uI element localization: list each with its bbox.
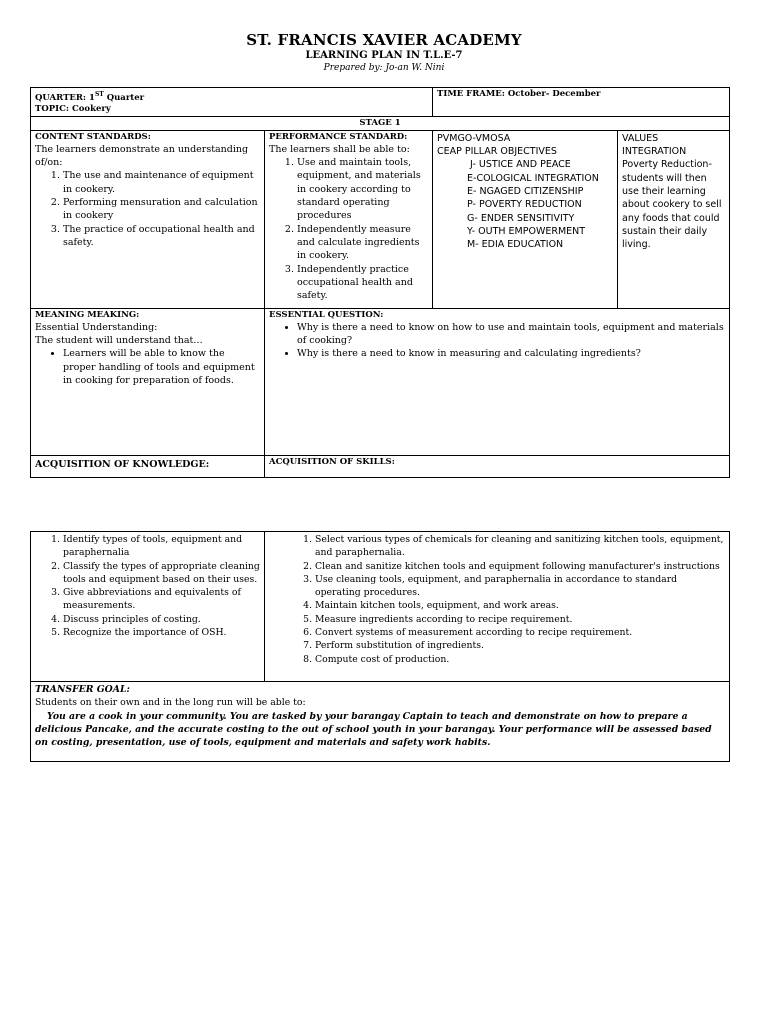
essential-question-list (269, 321, 725, 361)
list-item: 1. The use and maintenance of equipment in cookery. (63, 169, 260, 196)
performance-standard-cell (265, 130, 433, 308)
values-integration-cell (618, 130, 730, 308)
acquisition-skills-cell (265, 455, 730, 477)
list-item: 4. Discuss principles of costing. (63, 613, 260, 626)
learning-plan-table-continued (30, 531, 730, 762)
topic-label: TOPIC: Cookery (35, 103, 111, 114)
list-item: 8. Compute cost of production. (315, 653, 725, 666)
content-standards-cell (31, 130, 265, 308)
quarter-suffix: Quarter (103, 92, 145, 103)
list-item: • Learners will be able to know the proper handling of tools and equipment in cooking for preparation of foods. (63, 347, 260, 387)
plan-subtitle: LEARNING PLAN IN T.L.E-7 (305, 50, 463, 61)
knowledge-cell (31, 532, 265, 682)
list-item: • Why is there a need to know in measuring and calculating ingredients? (297, 347, 725, 360)
student-understand-label: The student will understand that… (35, 335, 203, 347)
list-item: 1. Select various types of chemicals for cleaning and sanitizing kitchen tools, equipment, and paraphernalia. (315, 533, 725, 560)
performance-standard-intro: The learners shall be able to: (269, 143, 410, 155)
list-item: 3. Give abbreviations and equivalents of measurements. (63, 586, 260, 613)
list-item: J- USTICE AND PEACE (470, 159, 571, 171)
list-item: • Why is there a need to know on how to use and maintain tools, equipment and materials of cooking? (297, 321, 725, 348)
quarter-label: QUARTER: 1 (35, 92, 95, 103)
transfer-goal-title: TRANSFER GOAL: (35, 684, 130, 695)
content-standards-title: CONTENT STANDARDS: (35, 131, 151, 142)
pvmgo-title: PVMGO-VMOSA (437, 132, 511, 144)
quarter-sup: ST (94, 91, 104, 98)
list-item: 1. Identify types of tools, equipment and paraphernalia (63, 533, 260, 560)
acquisition-skills-label: ACQUISITION OF SKILLS: (269, 456, 395, 467)
transfer-goal-body: You are a cook in your community. You are tasked by your barangay Captain to teach and demonstrate on how to prepare a delicious Pancake, and the accurate costing to the out of school youth in your barangay. Your performance will be assessed based on costing, presentation, use of tools, equipment and materials and safety work habits. (35, 710, 712, 749)
pvmgo-subtitle: CEAP PILLAR OBJECTIVES (437, 146, 557, 158)
list-item: 7. Perform substitution of ingredients. (315, 639, 725, 652)
learning-plan-table-stage1 (30, 87, 730, 478)
list-item: 2. Performing mensuration and calculation in cookery (63, 196, 260, 223)
time-frame-cell (433, 88, 730, 117)
acquisition-knowledge-cell (31, 455, 265, 477)
list-item: 2. Clean and sanitize kitchen tools and equipment following manufacturer's instructions (315, 560, 725, 573)
list-item: 2. Classify the types of appropriate cleaning tools and equipment based on their uses. (63, 560, 260, 587)
skills-list (269, 533, 725, 666)
list-item: 6. Convert systems of measurement according to recipe requirement. (315, 626, 725, 639)
list-item: 5. Recognize the importance of OSH. (63, 626, 260, 639)
acquisition-knowledge-label: ACQUISITION OF KNOWLEDGE: (35, 458, 210, 470)
list-item: 2. Independently measure and calculate ingredients in cookery. (297, 223, 428, 263)
values-body: Poverty Reduction- students will then use their learning about cookery to sell any foods that could sustain their daily living. (622, 159, 722, 251)
list-item: Y- OUTH EMPOWERMENT (467, 225, 586, 237)
list-item: P- POVERTY REDUCTION (467, 199, 582, 211)
list-item: 3. The practice of occupational health and safety. (63, 223, 260, 250)
list-item: M- EDIA EDUCATION (467, 239, 564, 251)
list-item: 3. Use cleaning tools, equipment, and paraphernalia in accordance to standard operating procedures. (315, 573, 725, 600)
skills-cell (265, 532, 730, 682)
list-item: 5. Measure ingredients according to recipe requirement. (315, 613, 725, 626)
knowledge-list (35, 533, 260, 639)
pvmgo-cell (433, 130, 618, 308)
pvmgo-list (437, 158, 613, 251)
meaning-making-cell (31, 308, 265, 455)
list-item: E-COLOGICAL INTEGRATION (467, 172, 599, 184)
performance-standard-title: PERFORMANCE STANDARD: (269, 131, 408, 142)
integration-title: INTEGRATION (622, 146, 687, 158)
prepared-by: Prepared by: Jo-an W. Nini (323, 63, 445, 73)
meaning-list (35, 347, 260, 387)
list-item: E- NGAGED CITIZENSHIP (467, 186, 584, 198)
list-item: 3. Independently practice occupational health and safety. (297, 263, 428, 303)
values-title: VALUES (622, 132, 659, 144)
transfer-goal-intro: Students on their own and in the long run will be able to: (35, 697, 306, 709)
performance-standard-list (269, 156, 428, 302)
meaning-making-title: MEANING MEAKING: (35, 309, 140, 320)
list-item: 1. Use and maintain tools, equipment, and materials in cookery according to standard operating procedures (297, 156, 428, 222)
time-frame-label: TIME FRAME: October- December (437, 89, 601, 99)
essential-question-cell (265, 308, 730, 455)
list-item: 4. Maintain kitchen tools, equipment, and work areas. (315, 599, 725, 612)
transfer-goal-cell (31, 682, 730, 762)
quarter-topic-cell (31, 88, 433, 117)
stage-label: STAGE 1 (359, 117, 401, 128)
stage-header (31, 116, 730, 130)
list-item: G- ENDER SENSITIVITY (467, 212, 575, 224)
school-title: ST. FRANCIS XAVIER ACADEMY (246, 31, 522, 49)
essential-question-title: ESSENTIAL QUESTION: (269, 309, 384, 320)
content-standards-list (35, 169, 260, 249)
content-standards-intro: The learners demonstrate an understanding of/on: (35, 143, 249, 169)
essential-understanding-label: Essential Understanding: (35, 321, 158, 333)
